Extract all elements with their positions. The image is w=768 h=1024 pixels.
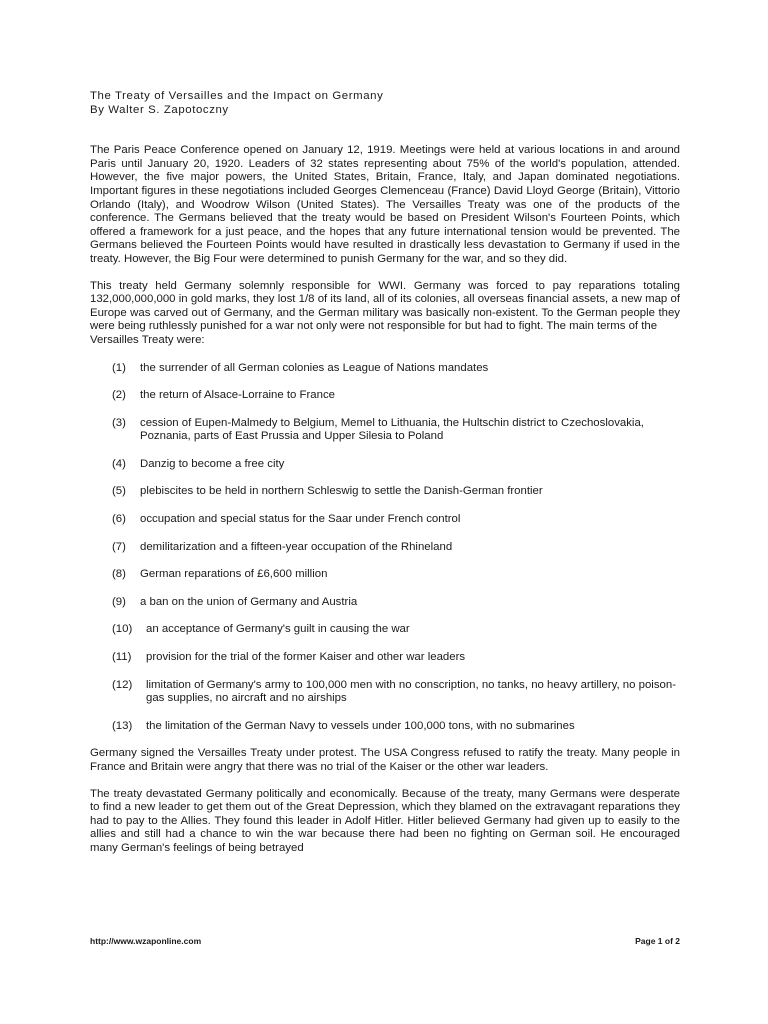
list-item-number: (6)	[112, 513, 126, 526]
paragraph-2-end: Versailles Treaty were:	[90, 333, 205, 346]
list-item-number: (3)	[112, 416, 126, 429]
paragraph-2: This treaty held Germany solemnly responsible for WWI. Germany was forced to pay reparations totaling 132,000,000,000 in gold marks, they lost 1/8 of its land, all of its colonies, all overseas financial assets, a new map of Europe was carved out of Germany, and the German military was basically non-existent. To the German people they were being ruthlessly punished for a war not only were not responsible for but had to fight. The main terms of the	[90, 279, 680, 333]
list-item-number: (12)	[112, 678, 133, 691]
list-item	[90, 513, 680, 527]
list-item-number: (1)	[112, 361, 126, 374]
treaty-terms-list	[90, 362, 680, 734]
list-item-text: German reparations of £6,600 million	[140, 568, 328, 581]
list-item-text: plebiscites to be held in northern Schleswig to settle the Danish-German frontier	[140, 485, 543, 498]
list-item	[90, 541, 680, 555]
list-item	[90, 485, 680, 499]
paragraph-4: The treaty devastated Germany politically and economically. Because of the treaty, many Germans were desperate to find a new leader to get them out of the Great Depression, which they blamed on the extravagant reparations they had to pay to the Allies. They found this leader in Adolf Hitler. Hitler believed Germany had given up to easily to the allies and still had a chance to win the war because there had been no fighting on German soil. He encouraged many German's feelings of being betrayed	[90, 787, 680, 854]
document-body	[90, 90, 680, 869]
footer-url-link[interactable]: http://www.wzaponline.com	[90, 936, 202, 946]
list-item	[90, 720, 680, 734]
list-item-number: (2)	[112, 389, 126, 402]
list-item-number: (4)	[112, 457, 126, 470]
list-item-text: provision for the trial of the former Kaiser and other war leaders	[146, 651, 466, 664]
list-item-text: demilitarization and a fifteen-year occupation of the Rhineland	[140, 540, 453, 553]
list-item-text: occupation and special status for the Saar under French control	[140, 513, 461, 526]
list-item	[90, 568, 680, 582]
list-item-text: limitation of Germany's army to 100,000 men with no conscription, no tanks, no heavy artillery, no poison-gas supplies, no aircraft and no airships	[146, 678, 676, 705]
list-item	[90, 651, 680, 665]
list-item	[90, 417, 680, 444]
list-item-number: (8)	[112, 568, 126, 581]
list-item	[90, 596, 680, 610]
list-item-text: Danzig to become a free city	[140, 457, 285, 470]
paragraph-3: Germany signed the Versailles Treaty under protest. The USA Congress refused to ratify the treaty. Many people in France and Britain were angry that there was no trial of the Kaiser or the other war leaders.	[90, 747, 680, 773]
list-item-number: (9)	[112, 595, 126, 608]
list-item-text: an acceptance of Germany's guilt in causing the war	[146, 623, 410, 636]
list-item-text: a ban on the union of Germany and Austria	[140, 595, 358, 608]
list-item	[90, 623, 680, 637]
list-item-text: the return of Alsace-Lorraine to France	[140, 389, 336, 402]
page-footer	[90, 936, 680, 946]
list-item-number: (13)	[112, 719, 133, 732]
page-number: Page 1 of 2	[635, 936, 680, 946]
list-item	[90, 389, 680, 403]
paragraph-1: The Paris Peace Conference opened on January 12, 1919. Meetings were held at various locations in and around Paris until January 20, 1920. Leaders of 32 states representing about 75% of the world's population, attended. However, the five major powers, the United States, Britain, France, Italy, and Japan dominated negotiations. Important figures in these negotiations included Georges Clemenceau (France) David Lloyd George (Britain), Vittorio Orlando (Italy), and Woodrow Wilson (United States). The Versailles Treaty was one of the products of the conference. The Germans believed that the treaty would be based on President Wilson's Fourteen Points, which offered a framework for a just peace, and the hopes that any future international tension would be prevented. The Germans believed the Fourteen Points would have resulted in drastically less devastation to Germany if used in the treaty. However, the Big Four were determined to punish Germany for the war, and so they did.	[90, 144, 680, 265]
list-item-number: (10)	[112, 623, 133, 636]
document-author: By Walter S. Zapotoczny	[90, 103, 229, 116]
list-item-text: cession of Eupen-Malmedy to Belgium, Memel to Lithuania, the Hultschin district to Czechoslovakia, Poznania, parts of East Prussia and Upper Silesia to Poland	[140, 416, 644, 443]
list-item-text: the limitation of the German Navy to vessels under 100,000 tons, with no submarines	[146, 719, 575, 732]
list-item-number: (11)	[112, 651, 132, 664]
list-item-number: (7)	[112, 540, 126, 553]
list-item	[90, 679, 680, 706]
list-item-number: (5)	[112, 485, 126, 498]
list-item-text: the surrender of all German colonies as League of Nations mandates	[140, 361, 489, 374]
list-item	[90, 458, 680, 472]
document-title: The Treaty of Versailles and the Impact on Germany	[90, 90, 384, 102]
list-item	[90, 362, 680, 376]
